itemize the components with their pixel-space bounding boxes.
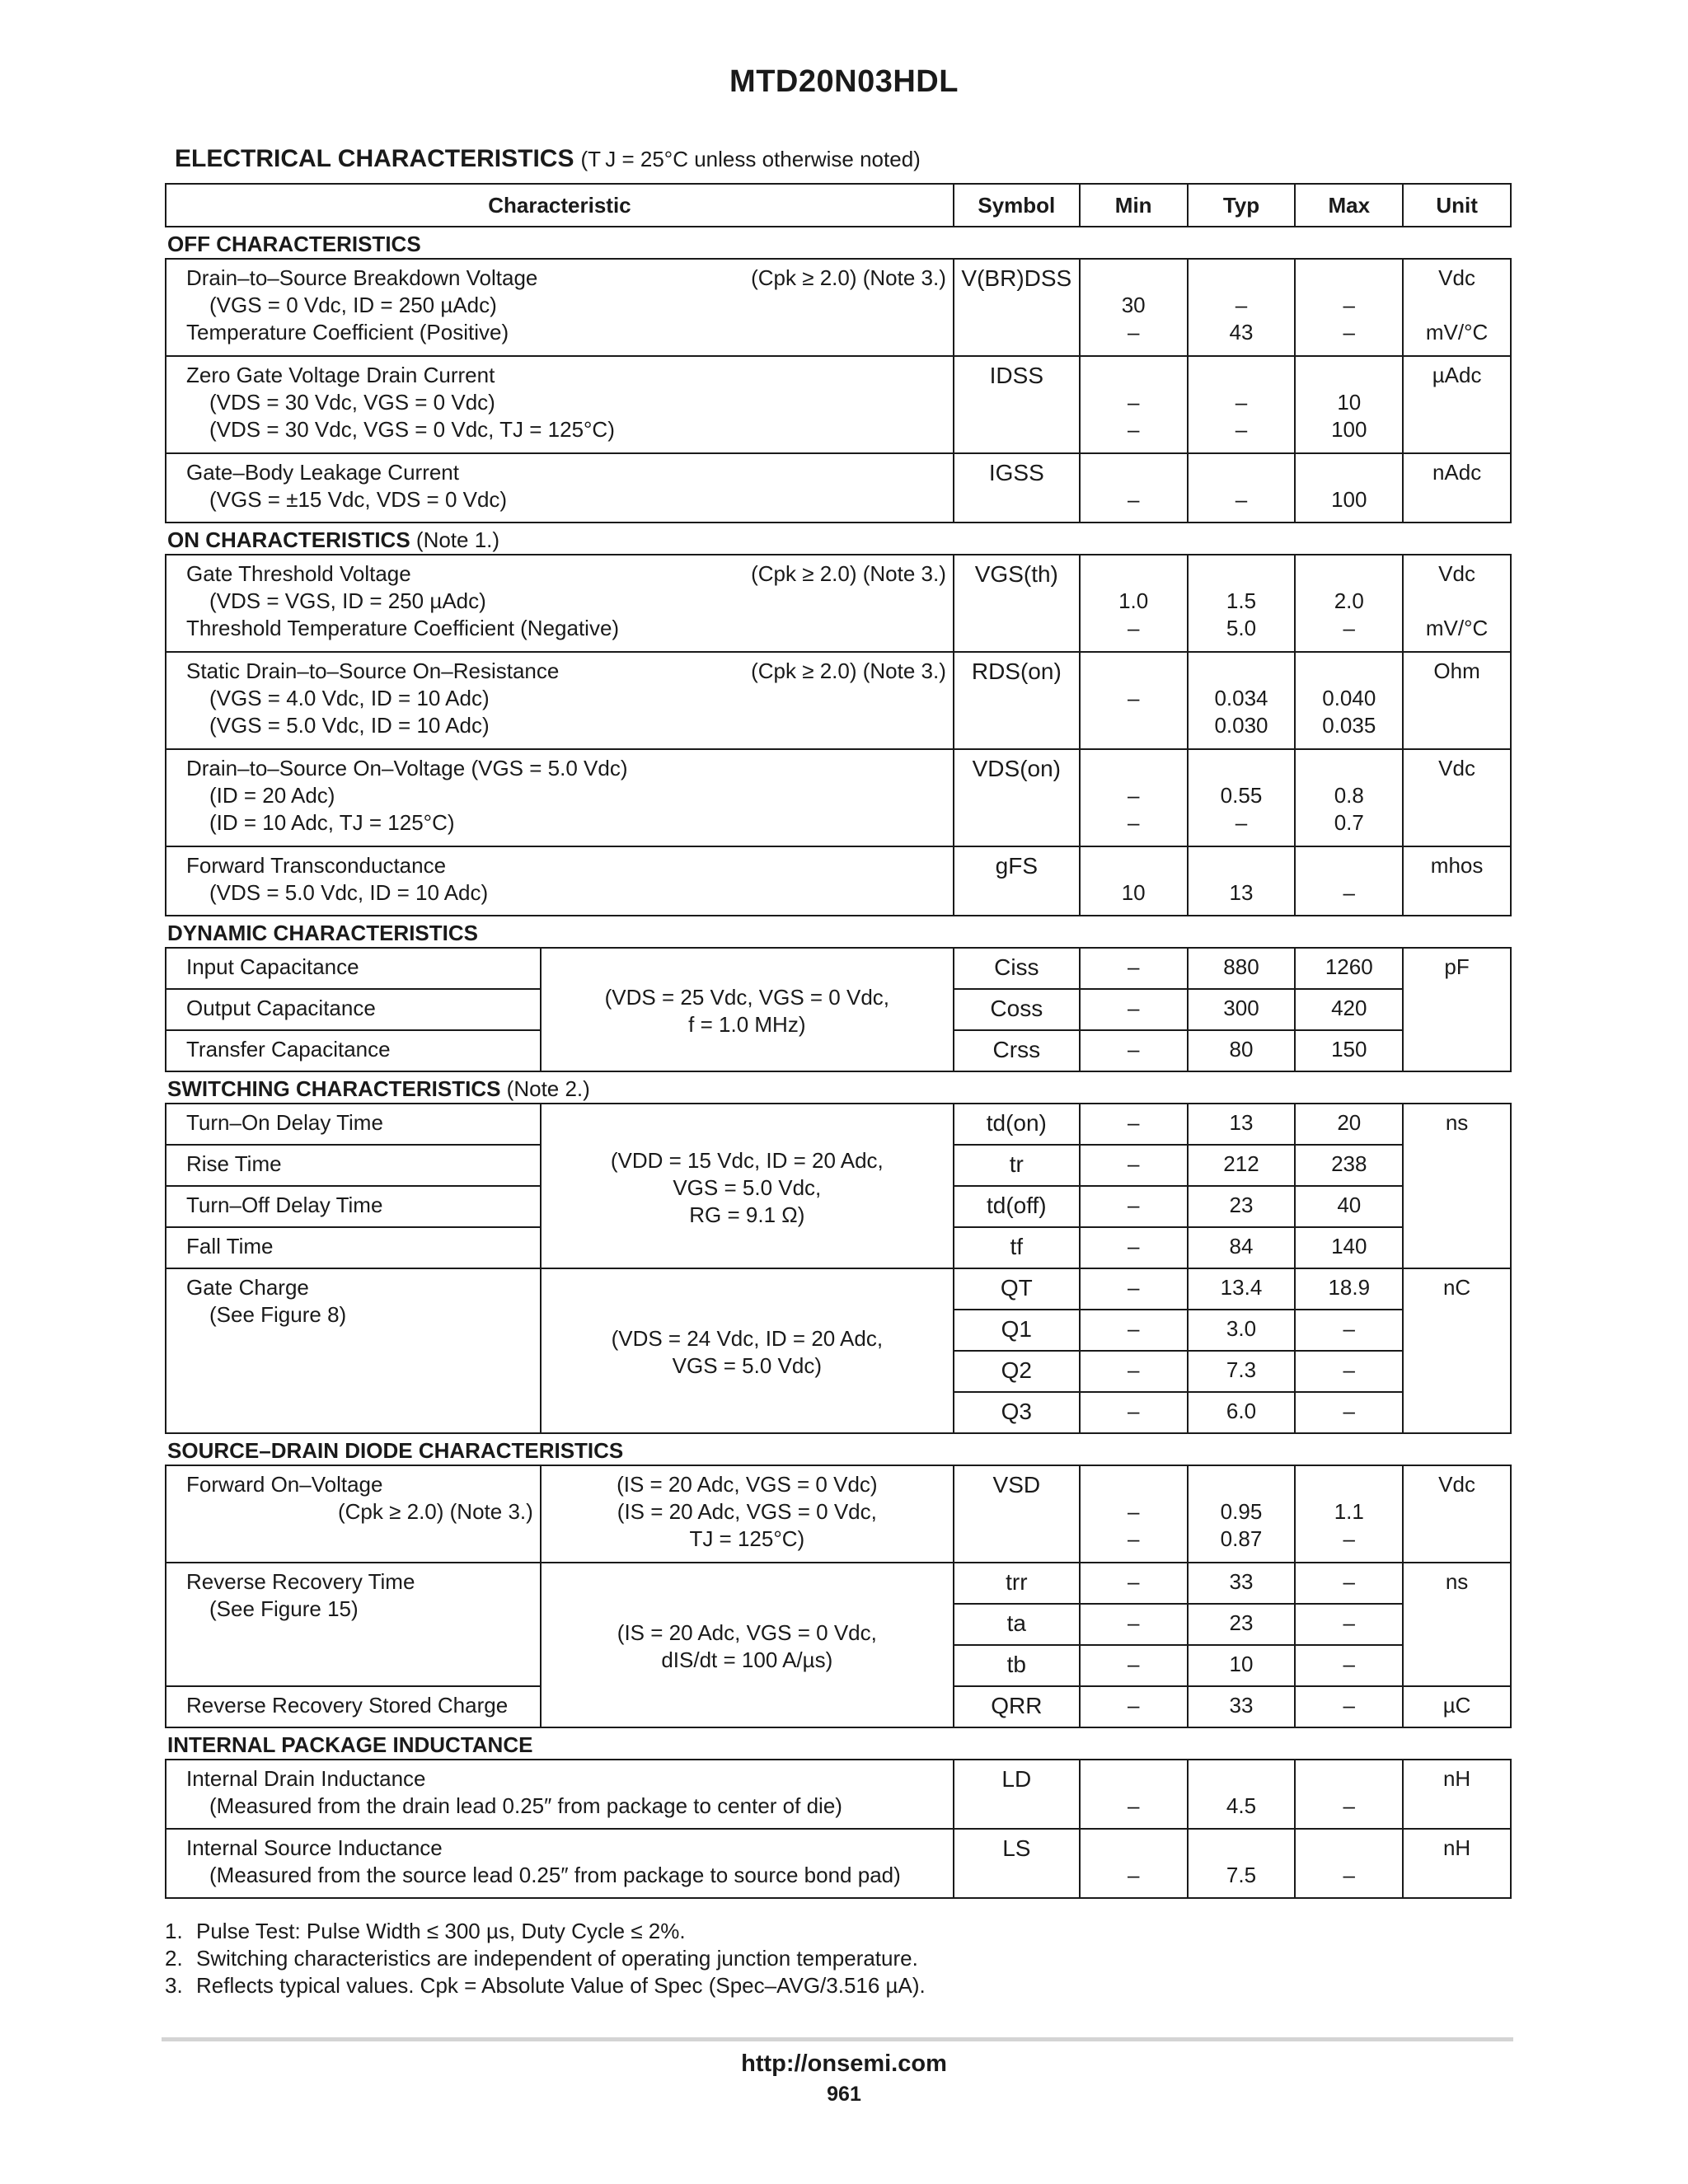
unit: Ohm xyxy=(1403,652,1511,749)
unit: µC xyxy=(1403,1686,1511,1727)
typ-value: 33 xyxy=(1188,1563,1296,1604)
section-on xyxy=(166,523,1511,555)
symbol: V(BR)DSS xyxy=(954,259,1080,356)
char-name: Forward Transconductance xyxy=(186,853,447,878)
page-number: 961 xyxy=(827,2083,861,2106)
typ-value: – xyxy=(1235,390,1248,415)
max-value: – xyxy=(1295,1392,1403,1433)
table-row xyxy=(166,259,1511,356)
footnote-text: Reflects typical values. Cpk = Absolute Value of Spec (Spec–AVG/3.516 µA). xyxy=(196,1973,926,1998)
typ-value: – xyxy=(1235,810,1248,835)
table-row xyxy=(166,948,1511,989)
max-value: – xyxy=(1295,1604,1403,1645)
condition-line: TJ = 125°C) xyxy=(689,1526,805,1551)
footnote-number: 3. xyxy=(165,1973,183,1998)
max-value: 18.9 xyxy=(1295,1268,1403,1310)
min-value: – xyxy=(1080,1104,1188,1145)
symbol: IGSS xyxy=(954,453,1080,523)
unit: nAdc xyxy=(1403,453,1511,523)
typ-value: 0.55 xyxy=(1220,783,1263,808)
condition-line: (IS = 20 Adc, VGS = 0 Vdc, xyxy=(617,1620,877,1645)
max-value: 150 xyxy=(1295,1030,1403,1071)
typ-value: 23 xyxy=(1188,1186,1296,1227)
typ-value: 13.4 xyxy=(1188,1268,1296,1310)
symbol: td(on) xyxy=(954,1104,1080,1145)
typ-value: 0.030 xyxy=(1214,713,1268,738)
condition-line: (IS = 20 Adc, VGS = 0 Vdc) xyxy=(617,1472,878,1497)
typ-value: 23 xyxy=(1188,1604,1296,1645)
min-value: 1.0 xyxy=(1118,588,1149,613)
max-value: – xyxy=(1343,1526,1355,1551)
min-value: – xyxy=(1127,810,1140,835)
char-condition: (VDS = 30 Vdc, VGS = 0 Vdc, TJ = 125°C) xyxy=(209,417,615,442)
min-value: – xyxy=(1080,1645,1188,1686)
footnote-number: 2. xyxy=(165,1946,183,1971)
section-diode: SOURCE–DRAIN DIODE CHARACTERISTICS xyxy=(166,1433,1511,1465)
min-value: – xyxy=(1127,487,1140,512)
max-value: – xyxy=(1343,1793,1355,1818)
col-min: Min xyxy=(1080,184,1188,227)
max-value: – xyxy=(1343,1863,1355,1887)
unit: mhos xyxy=(1403,846,1511,916)
max-value: – xyxy=(1295,1645,1403,1686)
max-value: – xyxy=(1343,293,1355,317)
max-value: – xyxy=(1295,1351,1403,1392)
typ-value: – xyxy=(1235,487,1248,512)
col-characteristic: Characteristic xyxy=(166,184,954,227)
min-value: – xyxy=(1127,1499,1140,1524)
char-name: Turn–Off Delay Time xyxy=(166,1186,541,1227)
typ-value: 7.3 xyxy=(1188,1351,1296,1392)
min-value: – xyxy=(1080,1392,1188,1433)
unit: mV/°C xyxy=(1425,616,1489,640)
test-conditions xyxy=(541,1104,954,1268)
char-name: Reverse Recovery Stored Charge xyxy=(166,1686,541,1727)
typ-value: 80 xyxy=(1188,1030,1296,1071)
typ-value: 1.5 xyxy=(1226,588,1257,613)
char-name-secondary: (See Figure 15) xyxy=(209,1596,359,1621)
char-name: Internal Drain Inductance xyxy=(186,1766,426,1791)
typ-value: 10 xyxy=(1188,1645,1296,1686)
unit: µAdc xyxy=(1403,356,1511,453)
char-name: Zero Gate Voltage Drain Current xyxy=(186,363,495,387)
max-value: 238 xyxy=(1295,1145,1403,1186)
char-condition: (VDS = 30 Vdc, VGS = 0 Vdc) xyxy=(209,390,495,415)
typ-value: 6.0 xyxy=(1188,1392,1296,1433)
table-heading-label: ELECTRICAL CHARACTERISTICS xyxy=(175,145,574,172)
char-note: (Cpk ≥ 2.0) (Note 3.) xyxy=(338,1499,533,1524)
col-typ: Typ xyxy=(1188,184,1296,227)
table-row xyxy=(166,1829,1511,1898)
min-value: – xyxy=(1127,417,1140,442)
max-value: – xyxy=(1343,616,1355,640)
unit: mV/°C xyxy=(1425,320,1489,344)
min-value: – xyxy=(1127,686,1140,710)
char-condition: (VGS = 5.0 Vdc, ID = 10 Adc) xyxy=(209,713,490,738)
condition-line: RG = 9.1 Ω) xyxy=(689,1202,805,1227)
table-row xyxy=(166,1563,1511,1604)
char-name: Fall Time xyxy=(166,1227,541,1268)
typ-value: 43 xyxy=(1229,320,1254,344)
min-value: – xyxy=(1080,1268,1188,1310)
unit: Vdc xyxy=(1438,265,1475,290)
unit: ns xyxy=(1403,1563,1511,1686)
typ-value: 880 xyxy=(1188,948,1296,989)
symbol: QT xyxy=(954,1268,1080,1310)
condition-line: f = 1.0 MHz) xyxy=(688,1012,806,1037)
unit: Vdc xyxy=(1403,749,1511,846)
min-value: 30 xyxy=(1121,293,1146,317)
table-row xyxy=(166,652,1511,749)
char-name-secondary: (See Figure 8) xyxy=(209,1302,347,1327)
unit: pF xyxy=(1403,948,1511,1071)
char-name: Transfer Capacitance xyxy=(166,1030,541,1071)
symbol: tf xyxy=(954,1227,1080,1268)
section-off: OFF CHARACTERISTICS xyxy=(166,227,1511,259)
min-value: – xyxy=(1127,616,1140,640)
max-value: – xyxy=(1343,320,1355,344)
section-switching-note: (Note 2.) xyxy=(506,1076,590,1101)
table-row xyxy=(166,1760,1511,1829)
section-dynamic: DYNAMIC CHARACTERISTICS xyxy=(166,916,1511,948)
max-value: 0.8 xyxy=(1334,783,1364,808)
condition-line: (IS = 20 Adc, VGS = 0 Vdc, xyxy=(617,1499,877,1524)
unit: Vdc xyxy=(1438,561,1475,586)
table-row xyxy=(166,1465,1511,1563)
min-value: 10 xyxy=(1121,880,1146,905)
typ-value: 13 xyxy=(1188,1104,1296,1145)
unit: ns xyxy=(1403,1104,1511,1268)
typ-value: 33 xyxy=(1188,1686,1296,1727)
max-value: 10 xyxy=(1337,390,1362,415)
char-name: Input Capacitance xyxy=(166,948,541,989)
char-name: Drain–to–Source Breakdown Voltage xyxy=(186,265,538,290)
char-condition: (ID = 10 Adc, TJ = 125°C) xyxy=(209,810,455,835)
min-value: – xyxy=(1080,989,1188,1030)
char-condition: (VGS = 0 Vdc, ID = 250 µAdc) xyxy=(209,293,497,317)
footnote-text: Pulse Test: Pulse Width ≤ 300 µs, Duty Cycle ≤ 2%. xyxy=(196,1919,686,1943)
symbol: gFS xyxy=(954,846,1080,916)
typ-value: 13 xyxy=(1229,880,1254,905)
max-value: 2.0 xyxy=(1334,588,1364,613)
footnote xyxy=(165,1918,926,1945)
table-row xyxy=(166,846,1511,916)
unit: nH xyxy=(1403,1829,1511,1898)
symbol: td(off) xyxy=(954,1186,1080,1227)
condition-line: VGS = 5.0 Vdc, xyxy=(673,1174,822,1200)
condition-line: (VDD = 15 Vdc, ID = 20 Adc, xyxy=(610,1147,884,1173)
symbol: Q2 xyxy=(954,1351,1080,1392)
footnote xyxy=(165,1972,926,1999)
typ-value: 5.0 xyxy=(1226,616,1257,640)
condition-line: VGS = 5.0 Vdc) xyxy=(672,1353,822,1378)
symbol: VDS(on) xyxy=(954,749,1080,846)
footer-url[interactable]: http://onsemi.com xyxy=(741,2050,947,2077)
table-row xyxy=(166,1104,1511,1145)
max-value: – xyxy=(1343,880,1355,905)
max-value: 420 xyxy=(1295,989,1403,1030)
char-name: Turn–On Delay Time xyxy=(166,1104,541,1145)
max-value: 20 xyxy=(1295,1104,1403,1145)
section-inductance: INTERNAL PACKAGE INDUCTANCE xyxy=(166,1727,1511,1760)
part-number-title: MTD20N03HDL xyxy=(729,64,959,99)
min-value: – xyxy=(1127,320,1140,344)
char-name-secondary: Threshold Temperature Coefficient (Negative) xyxy=(186,616,620,640)
section-on-note: (Note 1.) xyxy=(415,527,500,552)
max-value: 1.1 xyxy=(1334,1499,1364,1524)
test-conditions xyxy=(541,948,954,1071)
col-max: Max xyxy=(1295,184,1403,227)
max-value: 0.035 xyxy=(1322,713,1376,738)
condition-line: (VDS = 24 Vdc, ID = 20 Adc, xyxy=(611,1326,884,1351)
char-name: Reverse Recovery Time xyxy=(186,1569,415,1594)
symbol: LS xyxy=(954,1829,1080,1898)
footnote-number: 1. xyxy=(165,1919,183,1943)
table-row xyxy=(166,555,1511,652)
unit: Vdc xyxy=(1403,1465,1511,1563)
max-value: – xyxy=(1295,1310,1403,1351)
symbol: RDS(on) xyxy=(954,652,1080,749)
symbol: Ciss xyxy=(954,948,1080,989)
typ-value: – xyxy=(1235,417,1248,442)
char-condition: (VDS = 5.0 Vdc, ID = 10 Adc) xyxy=(209,880,489,905)
table-row xyxy=(166,356,1511,453)
min-value: – xyxy=(1080,948,1188,989)
min-value: – xyxy=(1127,1863,1140,1887)
char-condition: (VDS = VGS, ID = 250 µAdc) xyxy=(209,588,486,613)
min-value: – xyxy=(1080,1227,1188,1268)
symbol: VSD xyxy=(954,1465,1080,1563)
symbol: Q1 xyxy=(954,1310,1080,1351)
footnotes xyxy=(165,1918,926,1999)
typ-value: 3.0 xyxy=(1188,1310,1296,1351)
max-value: 0.040 xyxy=(1322,686,1376,710)
table-heading xyxy=(175,145,921,173)
min-value: – xyxy=(1080,1351,1188,1392)
min-value: – xyxy=(1080,1563,1188,1604)
char-note: (Cpk ≥ 2.0) (Note 3.) xyxy=(751,561,946,586)
min-value: – xyxy=(1080,1145,1188,1186)
min-value: – xyxy=(1080,1604,1188,1645)
char-name: Rise Time xyxy=(166,1145,541,1186)
char-condition: (Measured from the drain lead 0.25″ from package to center of die) xyxy=(209,1793,842,1818)
min-value: – xyxy=(1127,390,1140,415)
gate-charge-cell xyxy=(166,1268,541,1433)
symbol: tr xyxy=(954,1145,1080,1186)
section-on-label: ON CHARACTERISTICS xyxy=(167,527,410,552)
table-row xyxy=(166,453,1511,523)
footer-divider xyxy=(162,2037,1513,2041)
condition-line: dIS/dt = 100 A/µs) xyxy=(661,1647,833,1672)
typ-value: 0.95 xyxy=(1220,1499,1263,1524)
char-condition: (Measured from the source lead 0.25″ from package to source bond pad) xyxy=(209,1863,901,1887)
test-conditions xyxy=(541,1268,954,1433)
max-value: 100 xyxy=(1331,487,1367,512)
footnote-text: Switching characteristics are independent of operating junction temperature. xyxy=(196,1946,918,1971)
symbol: tb xyxy=(954,1645,1080,1686)
min-value: – xyxy=(1127,1793,1140,1818)
symbol: ta xyxy=(954,1604,1080,1645)
max-value: 1260 xyxy=(1295,948,1403,989)
table-heading-condition: (T J = 25°C unless otherwise noted) xyxy=(580,147,921,171)
symbol: trr xyxy=(954,1563,1080,1604)
min-value: – xyxy=(1080,1310,1188,1351)
char-name: Static Drain–to–Source On–Resistance xyxy=(186,658,560,683)
max-value: 40 xyxy=(1295,1186,1403,1227)
reverse-recovery-cell xyxy=(166,1563,541,1686)
char-name: Forward On–Voltage xyxy=(186,1472,383,1497)
symbol: LD xyxy=(954,1760,1080,1829)
typ-value: 0.87 xyxy=(1220,1526,1263,1551)
char-name: Gate Charge xyxy=(186,1275,309,1300)
header-row xyxy=(166,184,1511,227)
char-note: (Cpk ≥ 2.0) (Note 3.) xyxy=(751,658,946,683)
char-name-secondary: Temperature Coefficient (Positive) xyxy=(186,320,509,344)
electrical-characteristics-table xyxy=(165,183,1512,1899)
symbol: Crss xyxy=(954,1030,1080,1071)
typ-value: 84 xyxy=(1188,1227,1296,1268)
test-conditions xyxy=(541,1465,954,1563)
char-name: Drain–to–Source On–Voltage (VGS = 5.0 Vdc) xyxy=(186,756,628,780)
symbol: Coss xyxy=(954,989,1080,1030)
max-value: – xyxy=(1295,1686,1403,1727)
char-note: (Cpk ≥ 2.0) (Note 3.) xyxy=(751,265,946,290)
symbol: VGS(th) xyxy=(954,555,1080,652)
char-condition: (ID = 20 Adc) xyxy=(209,783,335,808)
typ-value: 212 xyxy=(1188,1145,1296,1186)
col-unit: Unit xyxy=(1403,184,1511,227)
min-value: – xyxy=(1080,1186,1188,1227)
char-name: Gate–Body Leakage Current xyxy=(186,460,459,485)
min-value: – xyxy=(1080,1686,1188,1727)
col-symbol: Symbol xyxy=(954,184,1080,227)
max-value: 0.7 xyxy=(1334,810,1364,835)
test-conditions xyxy=(541,1563,954,1727)
section-switching-label: SWITCHING CHARACTERISTICS xyxy=(167,1076,501,1101)
min-value: – xyxy=(1127,783,1140,808)
char-name: Output Capacitance xyxy=(166,989,541,1030)
char-name: Internal Source Inductance xyxy=(186,1835,443,1860)
typ-value: 300 xyxy=(1188,989,1296,1030)
char-name: Gate Threshold Voltage xyxy=(186,561,411,586)
max-value: 100 xyxy=(1331,417,1367,442)
typ-value: – xyxy=(1235,293,1248,317)
symbol: Q3 xyxy=(954,1392,1080,1433)
char-condition: (VGS = ±15 Vdc, VDS = 0 Vdc) xyxy=(209,487,508,512)
max-value: 140 xyxy=(1295,1227,1403,1268)
section-switching xyxy=(166,1071,1511,1104)
char-condition: (VGS = 4.0 Vdc, ID = 10 Adc) xyxy=(209,686,490,710)
unit: nH xyxy=(1403,1760,1511,1829)
max-value: – xyxy=(1295,1563,1403,1604)
table-row xyxy=(166,1268,1511,1310)
typ-value: 7.5 xyxy=(1226,1863,1257,1887)
condition-line: (VDS = 25 Vdc, VGS = 0 Vdc, xyxy=(604,985,890,1010)
symbol: IDSS xyxy=(954,356,1080,453)
table-row xyxy=(166,749,1511,846)
typ-value: 0.034 xyxy=(1214,686,1268,710)
symbol: QRR xyxy=(954,1686,1080,1727)
unit: nC xyxy=(1403,1268,1511,1433)
typ-value: 4.5 xyxy=(1226,1793,1257,1818)
min-value: – xyxy=(1127,1526,1140,1551)
min-value: – xyxy=(1080,1030,1188,1071)
footnote xyxy=(165,1945,926,1972)
